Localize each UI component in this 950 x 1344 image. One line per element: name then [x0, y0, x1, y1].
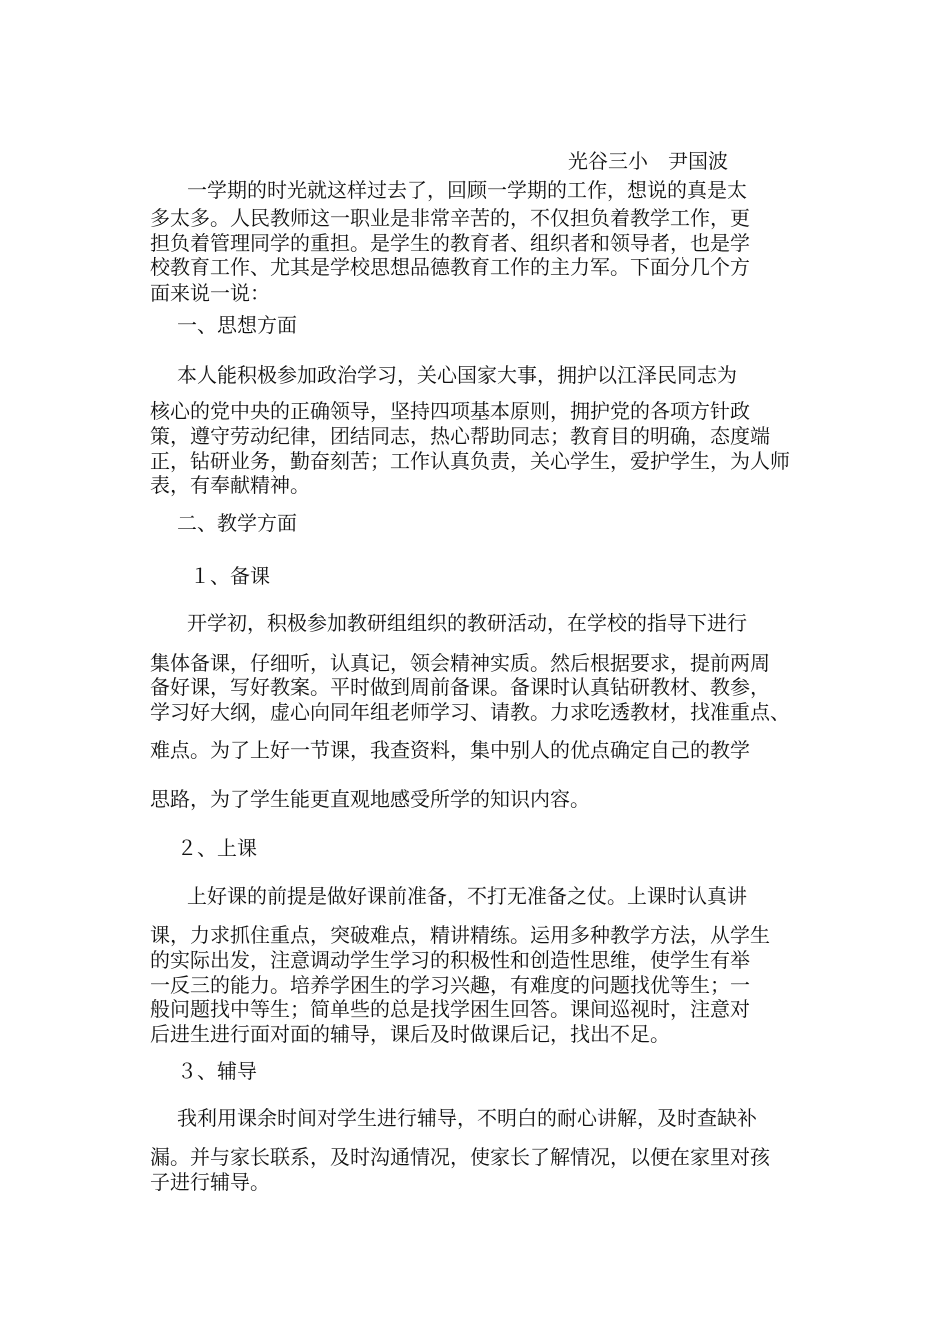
preparation-line: 难点。为了上好一节课，我查资料，集中别人的优点确定自己的教学 — [150, 738, 750, 762]
class-line: 后进生进行面对面的辅导，课后及时做课后记，找出不足。 — [150, 1022, 670, 1046]
intro-line: 一学期的时光就这样过去了，回顾一学期的工作，想说的真是太 — [187, 178, 747, 202]
class-line: 课，力求抓住重点，突破难点，精讲精练。运用多种教学方法，从学生 — [150, 923, 770, 947]
preparation-line: 集体备课，仔细听，认真记，领会精神实质。然后根据要求，提前两周 — [150, 651, 770, 675]
intro-line: 多太多。人民教师这一职业是非常辛苦的，不仅担负着教学工作，更 — [150, 206, 750, 230]
thought-line: 表，有奉献精神。 — [150, 473, 310, 497]
section-heading-teaching: 二、教学方面 — [177, 511, 297, 535]
class-line: 一反三的能力。培养学困生的学习兴趣，有难度的问题找优等生；一 — [150, 973, 750, 997]
tutoring-line: 漏。并与家长联系，及时沟通情况，使家长了解情况，以便在家里对孩 — [150, 1145, 770, 1169]
intro-line: 校教育工作、尤其是学校思想品德教育工作的主力军。下面分几个方 — [150, 255, 750, 279]
subheading-preparation: １、备课 — [190, 564, 270, 588]
intro-line: 担负着管理同学的重担。是学生的教育者、组织者和领导者，也是学 — [150, 231, 750, 255]
preparation-line: 备好课，写好教案。平时做到周前备课。备课时认真钻研教材、教参， — [150, 675, 770, 699]
section-heading-thought: 一、思想方面 — [177, 313, 297, 337]
thought-line: 本人能积极参加政治学习，关心国家大事，拥护以江泽民同志为 — [177, 363, 737, 387]
preparation-line: 开学初，积极参加教研组组织的教研活动，在学校的指导下进行 — [187, 611, 747, 635]
thought-line: 正，钻研业务，勤奋刻苦；工作认真负责，关心学生，爱护学生，为人师 — [150, 449, 790, 473]
tutoring-line: 我利用课余时间对学生进行辅导，不明白的耐心讲解，及时查缺补 — [177, 1106, 757, 1130]
intro-line: 面来说一说： — [150, 281, 270, 305]
thought-line: 策，遵守劳动纪律，团结同志，热心帮助同志；教育目的明确，态度端 — [150, 424, 770, 448]
preparation-line: 学习好大纲，虚心向同年组老师学习、请教。力求吃透教材，找准重点、 — [150, 700, 790, 724]
subheading-class: ２、上课 — [177, 836, 257, 860]
author-line: 光谷三小 尹国波 — [568, 149, 728, 173]
class-line: 般问题找中等生；简单些的总是找学困生回答。课间巡视时，注意对 — [150, 997, 750, 1021]
class-line: 上好课的前提是做好课前准备，不打无准备之仗。上课时认真讲 — [187, 884, 747, 908]
thought-line: 核心的党中央的正确领导，坚持四项基本原则，拥护党的各项方针政 — [150, 399, 750, 423]
preparation-line: 思路，为了学生能更直观地感受所学的知识内容。 — [150, 787, 590, 811]
tutoring-line: 子进行辅导。 — [150, 1170, 270, 1194]
subheading-tutoring: ３、辅导 — [177, 1059, 257, 1083]
class-line: 的实际出发，注意调动学生学习的积极性和创造性思维，使学生有举 — [150, 948, 750, 972]
